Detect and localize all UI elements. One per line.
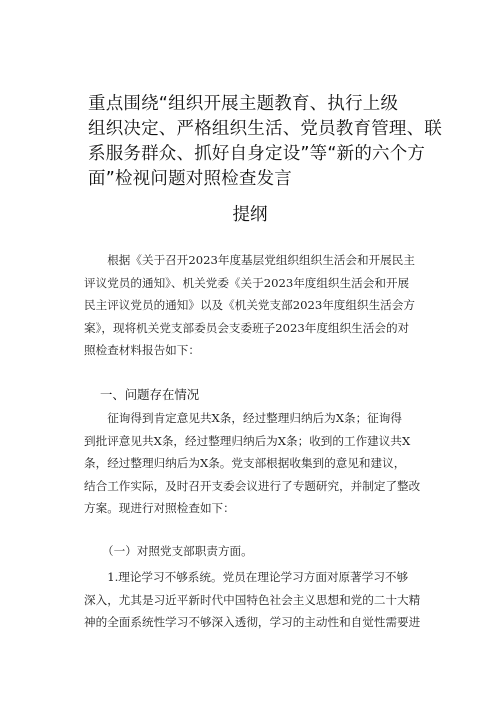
title-line: 面”检视问题对照检查发言: [88, 169, 292, 189]
text-line: 1.理论学习不够系统。党员在理论学习方面对原著学习不够: [84, 570, 409, 584]
text-line: 到批评意见共X条，经过整理归纳后为X条；收到的工作建议共X: [84, 433, 411, 448]
text-line: 照检查材料报告如下：: [84, 343, 200, 357]
text-line: 深入，尤其是习近平新时代中国特色社会主义思想和党的二十大精: [84, 592, 421, 607]
text-line: 结合工作实际，及时召开支委会议进行了专题研究，并制定了整改: [84, 478, 421, 493]
section-heading: 一、问题存在情况: [100, 387, 200, 402]
text-line: 评议党员的通知》、机关党委《关于2023年度组织生活会和开展: [84, 275, 410, 290]
title-line: 重点围绕“组织开展主题教育、执行上级: [88, 94, 399, 114]
text-line: 神的全面系统性学习不够深入透彻，学习的主动性和自觉性需要进: [84, 615, 421, 629]
document-subtitle: 提纲: [232, 205, 268, 225]
document-title: [88, 92, 442, 192]
text-line: 征询得到肯定意见共X条，经过整理归纳后为X条；征询得: [84, 411, 402, 425]
feedback-paragraph: [84, 407, 434, 520]
text-line: 民主评议党员的通知》以及《机关党支部2023年度组织生活会方: [84, 298, 415, 312]
text-line: 条，经过整理归纳后为X条。党支部根据收集到的意见和建议，: [84, 456, 406, 470]
title-line: 组织决定、严格组织生活、党员教育管理、联: [88, 119, 442, 139]
title-line: 系服务群众、抓好自身定设”等“新的六个方: [88, 144, 426, 164]
intro-paragraph: [84, 249, 434, 362]
subsection-heading: （一）对照党支部职责方面。: [102, 544, 253, 558]
text-line: 根据《关于召开2023年度基层党组织组织生活会和开展民主: [84, 253, 415, 267]
theory-study-paragraph: [84, 566, 434, 634]
text-line: 案》，现将机关党支部委员会支委班子2023年度组织生活会的对: [84, 320, 410, 335]
text-line: 方案。现进行对照检查如下：: [84, 501, 235, 515]
